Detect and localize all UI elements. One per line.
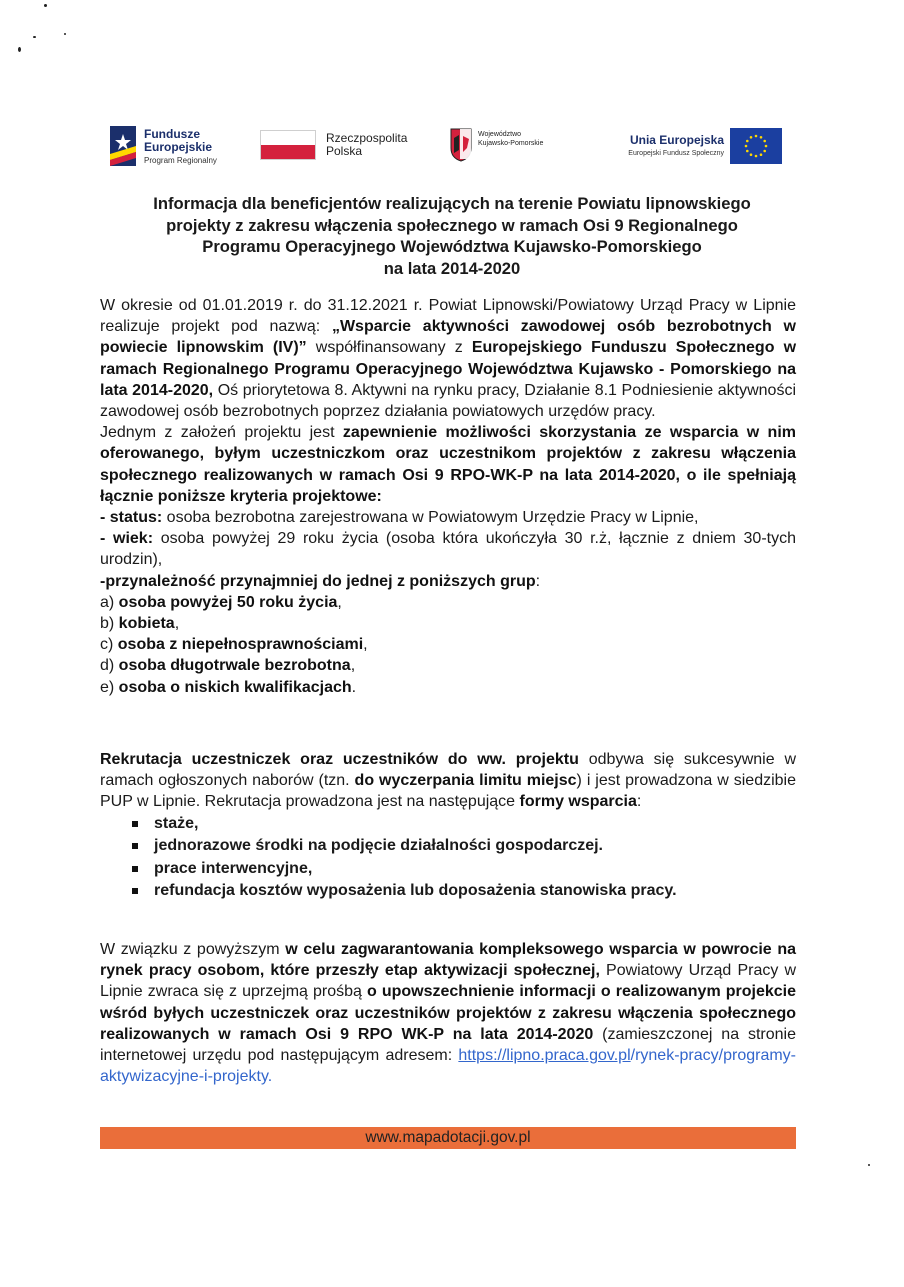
text-span: odbywa się sukcesywnie w ramach ogłoszonych naborów (tzn. <box>100 751 797 790</box>
text-span: , <box>337 593 342 611</box>
recruitment-section <box>100 749 796 903</box>
criterion-groups <box>100 571 796 592</box>
voivodeship-crest-icon <box>450 128 472 162</box>
polish-flag-icon <box>260 130 316 160</box>
project-name: „Wsparcie aktywności zawodowej osób bezrobotnych w powiecie lipnowskim (IV)” <box>100 318 797 357</box>
group-label: osoba powyżej 50 roku życia <box>118 593 338 611</box>
recruitment-bold: Rekrutacja uczestniczek oraz uczestników do ww. projektu <box>100 751 579 768</box>
group-item <box>100 677 796 698</box>
list-item: refundacja kosztów wyposażenia lub doposażenia stanowiska pracy. <box>132 880 796 903</box>
fe-subtitle: Program Regionalny <box>144 156 217 165</box>
group-label: osoba długotrwale bezrobotna <box>118 657 351 675</box>
text-span: W związku z powyższym <box>100 941 286 958</box>
text-span: Oś priorytetowa 8. Aktywni na rynku pracy, Działanie 8.1 Podniesienie aktywności zawodowej osób bezrobotnych poprzez działania powiatowych urzędów pracy. <box>100 381 796 421</box>
text-span: Jednym z założeń projektu jest <box>100 424 343 442</box>
request-text <box>100 939 796 1087</box>
eu-flag-icon <box>730 128 782 164</box>
rp-line1: Rzeczpospolita <box>326 131 408 145</box>
project-assumption <box>100 422 796 507</box>
group-item <box>100 592 796 613</box>
rzeczpospolita-polska-logo <box>260 122 430 170</box>
ue-name: Unia Europejska <box>629 133 724 147</box>
title-line: na lata 2014-2020 <box>383 258 521 278</box>
group-prefix: b) <box>100 615 119 633</box>
list-item: prace interwencyjne, <box>132 858 796 881</box>
text-span: osoba bezrobotna zarejestrowana w Powiatowym Urzędzie Pracy w Lipnie, <box>162 509 699 527</box>
scan-speck <box>18 47 21 52</box>
group-prefix: d) <box>100 657 119 675</box>
group-label: osoba z niepełnosprawnościami <box>117 636 364 654</box>
scan-speck <box>868 1164 870 1166</box>
document-title <box>100 193 804 279</box>
text-span: Powiatowy Urząd Pracy w Lipnie zwraca się z uprzejmą prośbą <box>100 962 797 1001</box>
text-span: W okresie od 01.01.2019 r. do 31.12.2021 r. Powiat Lipnowski/Powiatowy Urząd Pracy w Lipnie realizuje projekt pod nazwą: <box>100 297 796 336</box>
title-line: projekty z zakresu włączenia społecznego w ramach Osi 9 Regionalnego <box>166 215 738 235</box>
forms-bold: formy wsparcia <box>519 793 637 811</box>
text-span: : <box>535 572 541 590</box>
fundusze-europejskie-mark-icon <box>110 126 136 166</box>
request-bold: w celu zagwarantowania kompleksowego wsparcia w powrocie na rynek pracy osobom, które przeszły etap aktywizacji społecznej, <box>100 941 797 980</box>
text-span: współfinansowany z <box>306 339 472 357</box>
fe-name-line2: Europejskie <box>144 140 213 154</box>
criterion-age <box>100 528 796 570</box>
group-label: kobieta <box>118 615 175 633</box>
criterion-status <box>100 507 796 528</box>
text-span: , <box>350 657 356 675</box>
group-prefix: e) <box>100 678 119 696</box>
scan-speck <box>44 4 47 7</box>
wojewodztwo-logo <box>448 122 588 170</box>
project-description <box>100 295 796 422</box>
support-forms-list <box>100 813 796 903</box>
fund-name: Europejskiego Funduszu Społecznego w ramach Regionalnego Programu Operacyjnego Województwa Kujawsko - Pomorskiego na lata 2014-2020, <box>100 339 797 399</box>
fe-name-line1: Fundusze <box>144 127 200 141</box>
title-line: Informacja dla beneficjentów realizujących na terenie Powiatu lipnowskiego <box>153 194 751 213</box>
scan-speck <box>33 36 36 38</box>
text-span: (zamieszczonej na stronie internetowej urzędu pod następującym adresem: <box>100 1025 796 1065</box>
scan-speck <box>64 33 66 35</box>
recruitment-text <box>100 749 796 813</box>
list-item: jednorazowe środki na podjęcie działalności gospodarczej. <box>132 835 796 858</box>
group-item <box>100 613 796 634</box>
group-item <box>100 655 796 676</box>
title-line: Programu Operacyjnego Województwa Kujawsko-Pomorskiego <box>202 237 702 256</box>
text-span: , <box>363 636 368 654</box>
fundusze-europejskie-logo <box>108 122 238 170</box>
project-info-section <box>100 295 796 698</box>
dissemination-bold: o upowszechnienie informacji o realizowanym projekcie wśród byłych uczestniczek oraz uczestników projektów z zakresu włączenia społecznego realizowanych w ramach Osi 9 RPO WK-P na lata 2014-2020 <box>100 983 796 1043</box>
text-span: ) i jest prowadzona w siedzibie PUP w Lipnie. Rekrutacja prowadzona jest na następujące <box>100 772 796 811</box>
group-label: osoba o niskich kwalifikacjach <box>118 678 352 696</box>
criterion-label: - status: <box>100 509 163 527</box>
text-span: . <box>351 678 357 696</box>
pup-website-link[interactable]: https://lipno.praca.gov.pl <box>458 1047 631 1065</box>
request-section <box>100 939 796 1087</box>
rp-line2: Polska <box>326 144 363 158</box>
group-prefix: c) <box>100 636 118 654</box>
kp-line1: Województwo <box>478 131 522 138</box>
pup-website-link-path[interactable]: /rynek-pracy/programy-aktywizacyjne-i-projekty. <box>100 1047 796 1086</box>
text-span: osoba powyżej 29 roku życia (osoba która ukończyła 30 r.ż, łącznie z dniem 30-tych urodzin), <box>100 530 796 569</box>
footer-url[interactable]: www.mapadotacji.gov.pl <box>365 1129 531 1146</box>
criterion-label: -przynależność przynajmniej do jednej z poniższych grup <box>100 572 536 590</box>
logo-band <box>108 122 788 170</box>
unia-europejska-logo <box>600 122 788 170</box>
ue-subtitle: Europejski Fundusz Społeczny <box>628 150 724 157</box>
text-span: : <box>636 793 642 811</box>
group-prefix: a) <box>100 593 119 611</box>
footer-url-bar <box>100 1127 796 1149</box>
criterion-label: - wiek: <box>100 530 154 548</box>
kp-line2: Kujawsko-Pomorskie <box>478 140 544 147</box>
text-span: , <box>174 615 180 633</box>
assumption-bold: zapewnienie możliwości skorzystania ze wsparcia w nim oferowanego, byłym uczestniczkom oraz uczestnikom projektów z zakresu włączenia społecznego realizowanych w ramach Osi 9 RPO-WK-P na lata 2014-2020, o ile spełniają łącznie poniższe kryteria projektowe: <box>100 424 797 505</box>
limit-bold: do wyczerpania limitu miejsc <box>354 772 577 790</box>
group-item <box>100 634 796 655</box>
list-item: staże, <box>132 813 796 836</box>
